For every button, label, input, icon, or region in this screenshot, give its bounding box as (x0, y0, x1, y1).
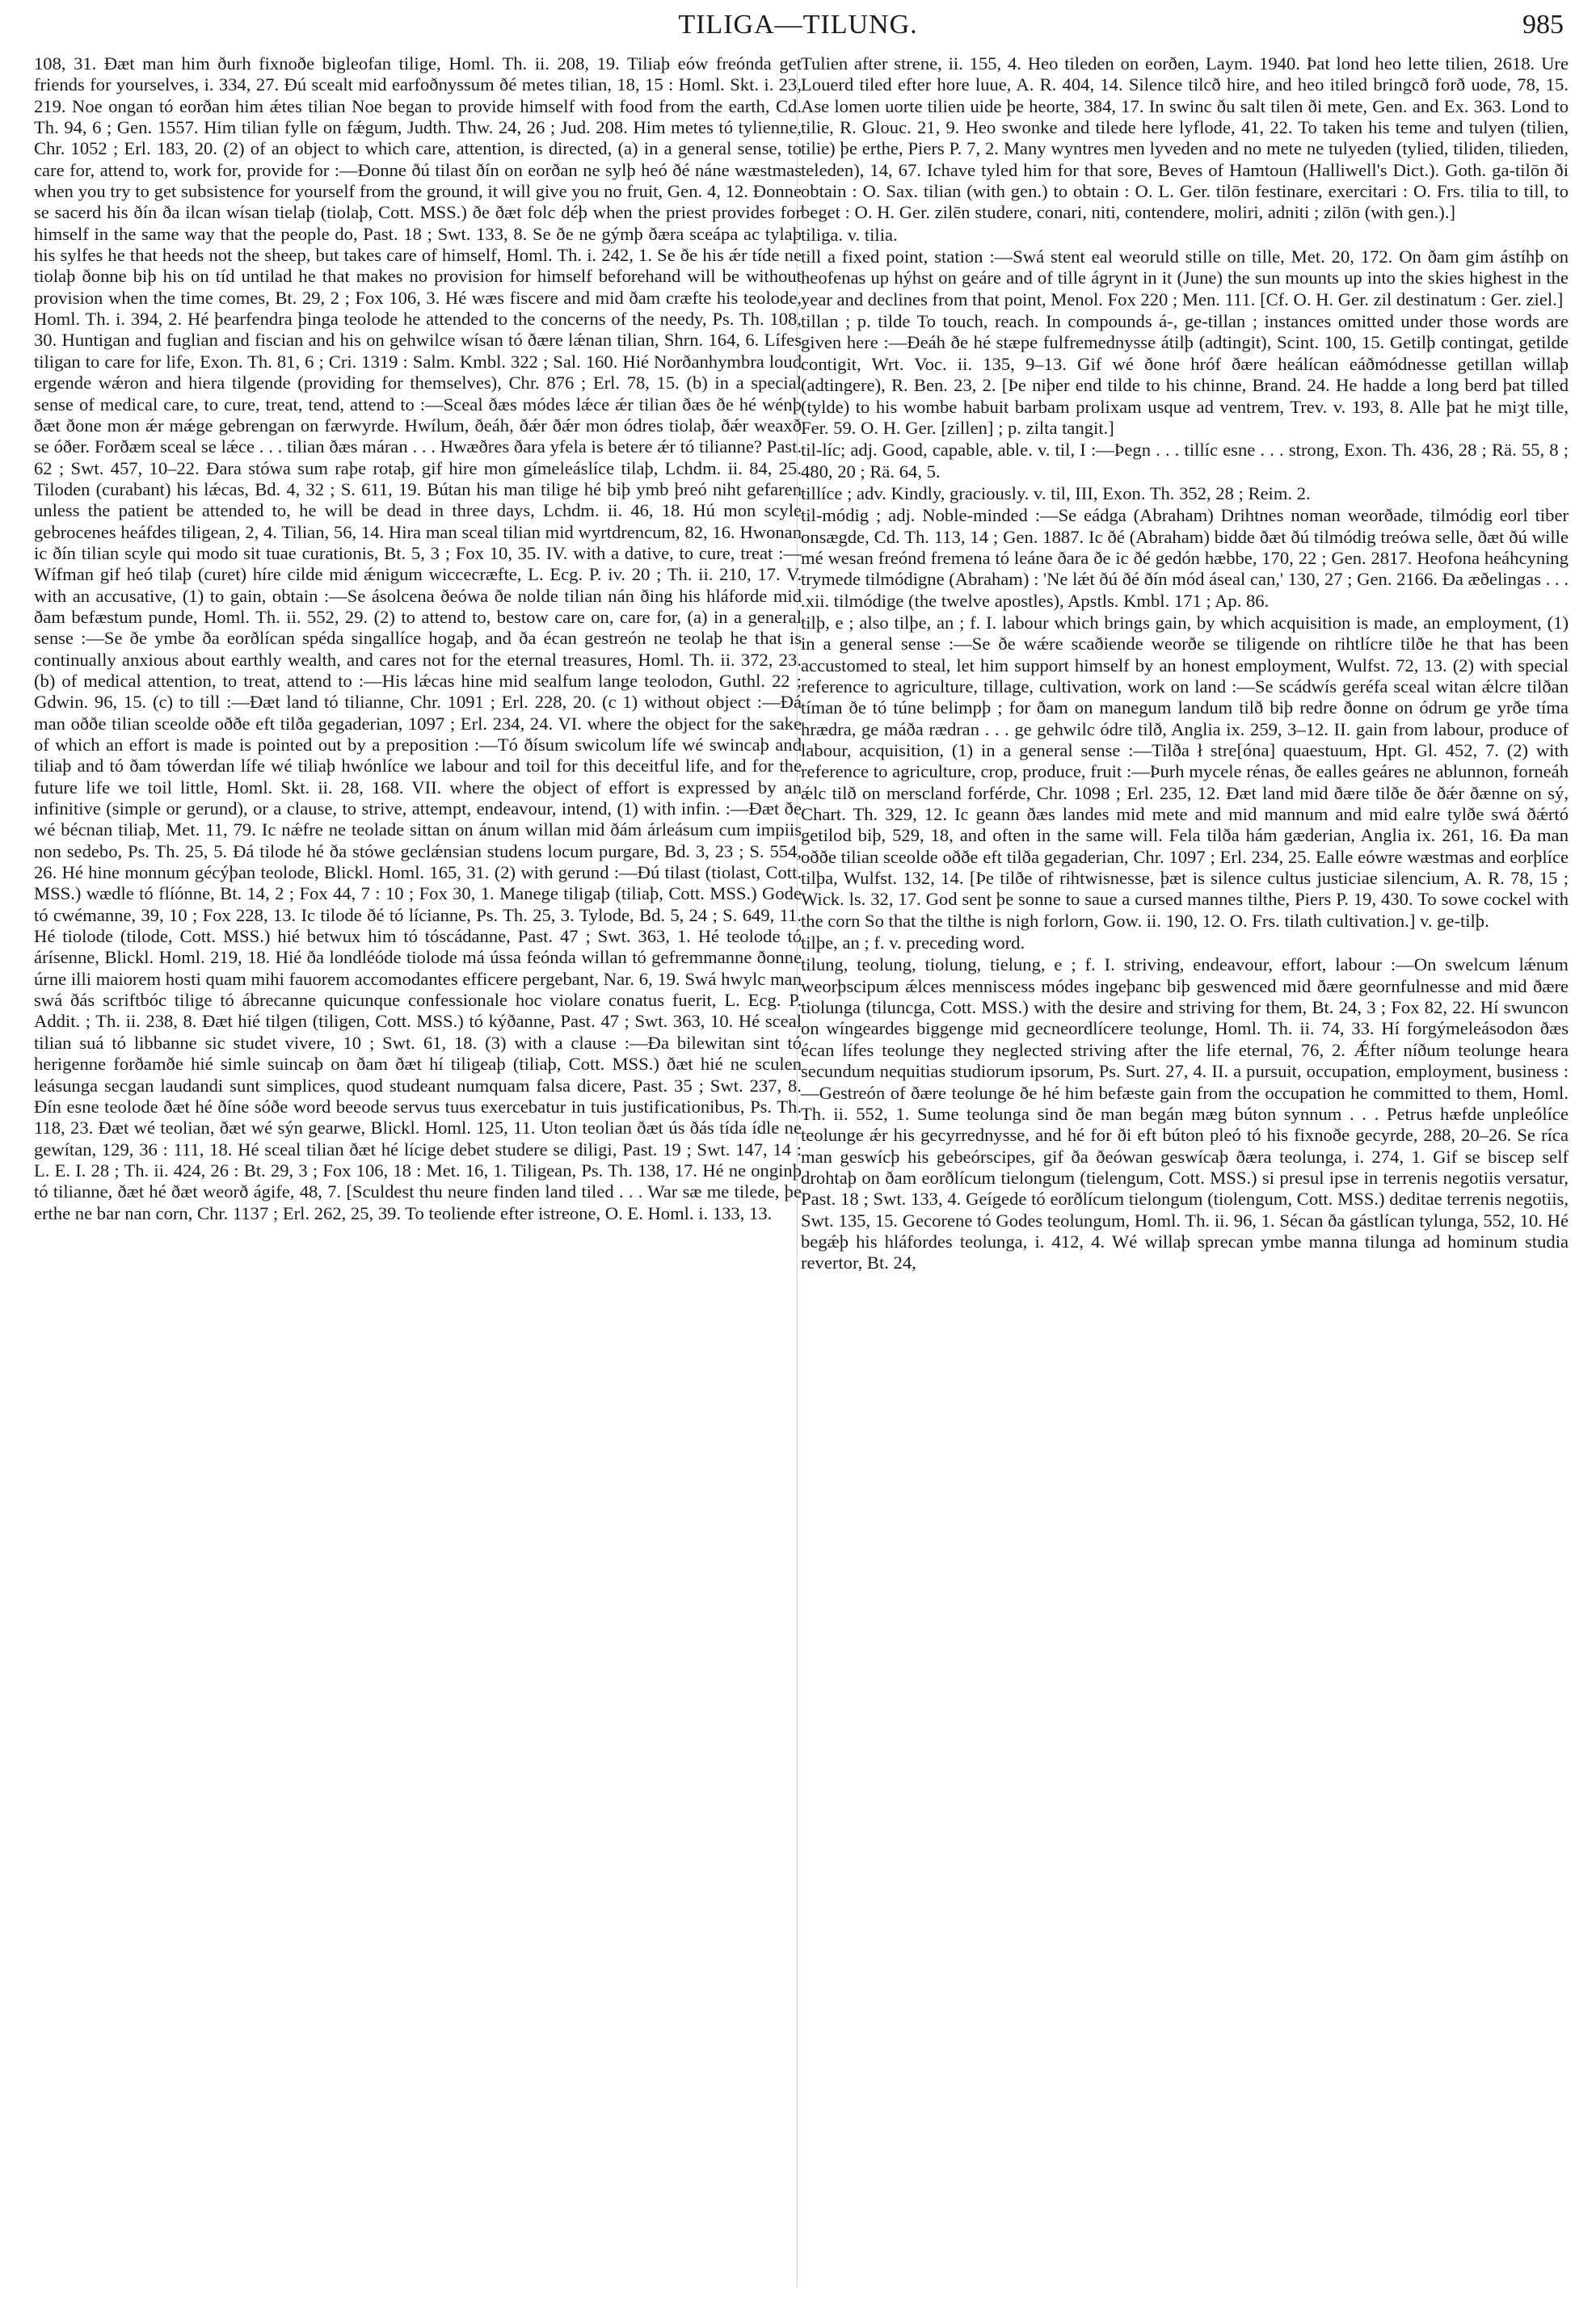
entry-tillan: tillan ; p. tilde To touch, reach. In compounds á-, ge-tillan ; instances omitted under those words are given here :—Ðeáh ðe hé stæpe fulfremednysse átilþ (adtingit), Scint. 100, 15. Getilþ contingat, getilde contigit, Wrt. Voc. ii. 135, 9–13. Gif wé ðone hróf ðære heálícan eáðmódnesse getillan willaþ (adtingere), R. Ben. 23, 2. [Þe niþer end tilde to his chinne, Brand. 24. He hadde a long berd þat tilled (tylde) to his wombe habuit barbam prolixam usque ad ventrem, Trev. v. 193, 8. Alle þat he miȝt tille, Fer. 59. O. H. Ger. [zillen] ; p. zilta tangit.] (801, 311, 1569, 438)
right-column (801, 53, 1569, 1274)
entry-til-modig: til-módig ; adj. Noble-minded :—Se eádga (Abraham) Drihtnes noman weorðade, tilmódig eorl tiber onsægde, Cd. Th. 113, 14 ; Gen. 1887. Ic ðé (Abraham) bidde ðæt ðú tilmódig treówa selle, ðæt ðú wille mé wesan freónd fremena tó leáne ðara ðe ic ðé gedón hæbbe, 170, 22 ; Gen. 2817. Heofona heáhcyning trymede tilmódigne (Abraham) : 'Ne lǽt ðú ðé ðín mód áseal can,' 130, 27 ; Gen. 2166. Ða æðelingas . . . .xii. tilmódige (the twelve apostles), Apstls. Kmbl. 171 ; Ap. 86. (801, 505, 1569, 611)
page-header (32, 10, 1564, 50)
entry-till: till a fixed point, station :—Swá stent eal weoruld stille on tille, Met. 20, 172. On ðam gim ástíhþ on heofenas up hýhst on geáre and of tille ágrynt in it (June) the sun mounts up into the skies highest in the year and declines from that point, Menol. Fox 220 ; Men. 111. [Cf. O. H. Ger. zil destinatum : Ger. ziel.] (801, 246, 1569, 309)
entry-tiliga: tiliga. v. tilia. (801, 224, 898, 245)
entry-til-lic: til-líc; adj. Good, capable, able. v. til, I :—Þegn . . . tillíc esne . . . strong, Exon. Th. 436, 28 ; Rä. 55, 8 ; 480, 20 ; Rä. 64, 5. (801, 440, 1569, 482)
entry-tilung: tilung, teolung, tiolung, tielung, e ; f. I. striving, endeavour, effort, labour :—On swelcum lǽnum weorþscipum ǽlces menniscess módes ingeþanc biþ geswenced mid ðære geornfulnesse and mid ðære tiolunga (tiluncga, Cott. MSS.) with the desire and striving for them, Bt. 24, 3 ; Fox 82, 22. Hí swuncon on wíngeardes biggenge mid gecneordlícere teolunge, Homl. Th. ii. 74, 33. Hí forgýmeleásodon ðæs écan lífes teolunge they neglected striving after the life eternal, 76, 2. Ǽfter níðum teolunge heara secundum nequitias studiorum ipsorum, Ps. Surt. 27, 4. II. a pursuit, occupation, employment, business :—Gestreón of ðære teolunge ðe hé him befæste gain from the occupation he committed to them, Homl. Th. ii. 552, 1. Sume teolunga sind ðe man begán mæg búton synnum . . . Petrus hæfde unpleólíce teolunge ǽr his gecyrrednysse, and hé for ði eft búton pleó tó his fixnoðe gecyrde, 288, 20–26. Se ríca man geswícþ his gebeórscipes, gif ða ðeówan geswícaþ ðæra teolunga, i. 274, 1. Gif se biscep self drohtaþ on ðam eorðlícum tielongum (tielengum, Cott. MSS.) si presul ipse in terrenis negotiis versatur, Past. 18 ; Swt. 133, 4. Geígede tó eorðlícum tielongum (tiolengum, Cott. MSS.) deditae terrenis negotiis, Swt. 135, 15. Gecorene tó Godes teolungum, Homl. Th. ii. 96, 1. Sécan ða gástlícan tylunga, 552, 10. Hé begǽþ his hláfordes teolunga, i. 412, 4. Wé willaþ sprecan ymbe manna tilunga ad hominum studia revertor, Bt. 24, (801, 954, 1569, 1273)
page-number: 985 (1522, 10, 1564, 40)
running-head: TILIGA—TILUNG. (678, 10, 918, 40)
left-column (34, 53, 802, 1224)
entry-paragraph: 108, 31. Ðæt man him ðurh fixnoðe bigleofan tilige, Homl. Th. ii. 208, 19. Tiliaþ eów freónda get friends for yourselves, i. 334, 27. Ðú scealt mid earfoðnyssum ðé metes tilian, 18, 15 : Homl. Skt. i. 23, 219. Noe ongan tó eorðan him ǽtes tilian Noe began to provide himself with food from the earth, Cd. Th. 94, 6 ; Gen. 1557. Him tilian fylle on fǽgum, Judth. Thw. 24, 26 ; Jud. 208. Him metes tó tylienne, Chr. 1052 ; Erl. 183, 20. (2) of an object to which care, attention, is directed, (a) in a general sense, to care for, attend to, work for, provide for :—Ðonne ðú tilast ðín on eorðan ne sylþ heó ðé náne wæstmas when you try to get subsistence for yourself from the ground, it will give you no fruit, Gen. 4, 12. Ðonne se sacerd his ðín ða ilcan wísan tielaþ (tiolaþ, Cott. MSS.) ðe ðæt folc déþ when the priest provides for himself in the same way that the people do, Past. 18 ; Swt. 133, 8. Se ðe ne gýmþ ðæra sceápa ac tylaþ his sylfes he that heeds not the sheep, but takes care of himself, Homl. Th. i. 242, 1. Se ðe his ǽr tíde ne tiolaþ ðonne biþ his on tíd untilad he that makes no provision for himself beforehand will be without provision when the time comes, Bt. 29, 2 ; Fox 106, 3. Hé wæs fiscere and mid ðam cræfte his teolode, Homl. Th. i. 394, 2. Hé þearfendra þinga teolode he attended to the concerns of the needy, Ps. Th. 108, 30. Huntigan and fuglian and fiscian and his on gehwilce wísan tó ðære lǽnan tilian, Shrn. 164, 6. Lífes tiligan to care for life, Exon. Th. 81, 6 ; Cri. 1319 : Salm. Kmbl. 322 ; Sal. 160. Hié Norðanhymbra loud ergende wǽron and hiera tilgende (providing for themselves), Chr. 876 ; Erl. 78, 15. (b) in a special sense of medical care, to cure, treat, tend, attend to :—Sceal ðæs módes lǽce ǽr tilian ðæs ðe hé wénþ ðæt ðone mon ǽr mǽge gebrengan on færwyrde. Hwílum, ðeáh, ðǽr ðǽr mon ódres tiolaþ, ðǽr weaxð se óðer. Forðæm sceal se lǽce . . . tilian ðæs máran . . . Hwæðres ðara yfela is betere ǽr tó tilianne? Past. 62 ; Swt. 457, 10–22. Ðara stówa sum raþe rotaþ, gif hire mon gímeleáslíce tilaþ, Lchdm. ii. 84, 25. Tiloden (curabant) his lǽcas, Bd. 4, 32 ; S. 611, 19. Bútan his man tilige hé biþ ymb þreó niht gefaren unless the patient be attended to, he will be dead in three days, Lchdm. ii. 46, 18. Hú mon scyle gebrocenes heáfdes tiligean, 2, 4. Tilian, 56, 14. Hira man sceal tilian mid wyrtdrencum, 82, 16. Hwonan ic ðín tilian scyle qui modo sit tuae curationis, Bt. 5, 3 ; Fox 10, 35. IV. with a dative, to cure, treat :—Wífman gif heó tilaþ (curet) híre cilde mid ǽnigum wiccecræfte, L. Ecg. P. iv. 20 ; Th. ii. 210, 17. V. with an accusative, (1) to gain, obtain :—Se ásolcena ðeówa ðe nolde tilian nán ðing his hláforde mid ðam befæstum punde, Homl. Th. ii. 552, 29. (2) to attend to, bestow care on, care for, (a) in a general sense :—Se ðe ymbe ða eorðlícan spéda singallíce hogaþ, and ða écan gestreón ne teolaþ he that is continually anxious about earthly wealth, and cares not for the eternal treasures, Homl. Th. ii. 372, 23. (b) of medical attention, to treat, attend to :—His lǽcas hine mid sealfum lange teolodon, Guthl. 22 ; Gdwin. 96, 15. (c) to till :—Ðæt land tó tilianne, Chr. 1091 ; Erl. 228, 20. (c 1) without object :—Ðá man oððe tilian sceolde oððe eft tilða gegaderian, 1097 ; Erl. 234, 24. VI. where the object for the sake of which an effort is made is pointed out by a preposition :—Tó ðísum swicolum lífe wé swincaþ and tiliaþ and tó ðam tówerdan lífe wé tiliaþ hwónlíce we labour and toil for this deceitful life, and for the future life we toil little, Homl. Skt. ii. 28, 168. VII. where the object of effort is expressed by an infinitive (simple or gerund), or a clause, to strive, attempt, endeavour, intend, (1) with infin. :—Ðæt ðe wé bécnan tiliaþ, Met. 11, 79. Ic nǽfre ne teolade sittan on ánum willan mid ðám árleásum cum impiis non sedebo, Ps. Th. 25, 5. Ðá tilode hé ða stówe geclǽnsian studens locum purgare, Bd. 3, 23 ; S. 554, 26. Hé hine monnum gécýþan teolode, Blickl. Homl. 165, 31. (2) with gerund :—Ðú tilast (tiolast, Cott. MSS.) wædle tó flíónne, Bt. 14, 2 ; Fox 44, 7 : 10 ; Fox 30, 1. Manege tiligaþ (tiliaþ, Cott. MSS.) Gode tó cwémanne, 39, 10 ; Fox 228, 13. Ic tilode ðé tó lícianne, Ps. Th. 25, 3. Tylode, Bd. 5, 24 ; S. 649, 11. Hé tiolode (tilode, Cott. MSS.) hié betwux him tó tóscádanne, Past. 47 ; Swt. 363, 1. Hé teolode tó árísenne, Blickl. Homl. 219, 18. Hié ða londléóde tiolode má ússa feónda willan tó gefremmanne ðonne úrne illi maiorem hosti quam mihi fauorem accomodantes efficere pergebant, Nar. 6, 19. Swá hwylc man swá ðás scriftbóc tilige tó ábrecanne quicunque confessionale hoc violare conatus fuerit, L. Ecg. P. Addit. ; Th. ii. 238, 8. Ðæt hié tilgen (tiligen, Cott. MSS.) tó kýðanne, Past. 47 ; Swt. 363, 10. Hé sceal tilian suá tó libbanne sic studet vivere, 10 ; Swt. 61, 18. (3) with a clause :—Ða bilewitan sint tó herigenne forðamðe hié simle suincaþ on ðam ðæt hí tiligeaþ (tiliaþ, Cott. MSS.) ðæt hié ne sculen leásunga secgan laudandi sunt simplices, quod studeant numquam falsa dicere, Past. 35 ; Swt. 237, 8. Ðín esne teolode ðæt hé ðíne sóðe word beeode servus tuus exercebatur in tuis justificationibus, Ps. Th. 118, 23. Ðæt wé teolian, ðæt wé sýn gearwe, Blickl. Homl. 125, 11. Uton teolian ðæt ús ðás tída ídle ne gewítan, 129, 36 : 111, 18. Hé sceal tilian ðæt hé lícige debet studere se diligi, Past. 19 ; Swt. 147, 14 : L. E. I. 28 ; Th. ii. 424, 26 : Bt. 29, 3 ; Fox 106, 18 : Met. 16, 1. Tiligean, Ps. Th. 138, 17. Hé ne onginþ tó tilianne, ðæt hé ðæt weorð ágife, 48, 7. [Sculdest thu neure finden land tiled . . . War sæ me tilede, þe erthe ne bar nan corn, Chr. 1137 ; Erl. 262, 25, 39. To teoliende efter istreone, O. E. Homl. i. 133, 13. (34, 53, 802, 1223)
entry-tilthe: tilþe, an ; f. v. preceding word. (801, 932, 1025, 953)
entry-paragraph: Tulien after strene, ii. 155, 4. Heo tileden on eorðen, Laym. 1940. Þat lond heo lette tilien, 2618. Ure Louerd tiled efter hore luue, A. R. 404, 14. Silence tilcð hire, and heo itiled bringcð forð uode, 78, 15. Ase lomen uorte tilien uide þe heorte, 384, 17. In swinc ðu salt tilen ði mete, Gen. and Ex. 363. Lond to tilie, R. Glouc. 21, 9. Heo swonke and tilede here lyflode, 41, 22. To taken his teme and tulyen (tilien, tilie) þe erthe, Piers P. 7, 2. Many wyntres men lyveden and no mete ne tulyeden (tylied, tiliden, tilieden, teleden), 14, 67. Ichave tyled him for that sore, Beves of Hamtoun (Halliwell's Dict.). Goth. ga-tilōn ði obtain : O. Sax. tilian (with gen.) to obtain : O. L. Ger. tilōn festinare, exercitari : O. Frs. tilia to till, to beget : O. H. Ger. zilēn studere, conari, niti, contendere, moliri, adniti ; zilōn (with gen.).] (801, 53, 1569, 223)
entry-tillice: tillíce ; adv. Kindly, graciously. v. til, III, Exon. Th. 352, 28 ; Reim. 2. (801, 482, 1311, 503)
entry-tilth: tilþ, e ; also tilþe, an ; f. I. labour which brings gain, by which acquisition is made, an employment, (1) in a general sense :—Se ðe wǽre scaðiende weorðe se tiligende on rihtlícre tilðe he that has been accustomed to steal, let him support himself by an honest employment, Wulfst. 72, 13. (2) with special reference to agriculture, tillage, cultivation, work on land :—Se scádwís geréfa sceal witan ǽlcre tilðan tíman ðe tó túne belimpþ ; for ðam on manegum landum tilð biþ redre ðonne on ódrum ge yrðe tíma hrædra, ge máða rædran . . . ge gehwilc ódre tilð, Anglia ix. 259, 3–12. II. gain from labour, produce of labour, acquisition, (1) in a general sense :—Tilða ł stre[óna] quaestuum, Hpt. Gl. 452, 7. (2) with reference to agriculture, crop, produce, fruit :—Þurh mycele rénas, ðe ealles geáres ne ablunnon, forneáh ǽlc tilð on merscland forférde, Chr. 1098 ; Erl. 235, 12. Ðæt land mid ðære tilðe ðe ðǽr ðænne on sý, Chart. Th. 329, 12. Ic geann ðæs landes mid mete and mid mannum and mid ealre tylðe swá ðǽrtó getilod biþ, 529, 18, and often in the same will. Fela tilða hám gæderian, Anglia ix. 261, 16. Ða man oððe tilian sceolde oððe eft tilða gegaderian, Chr. 1097 ; Erl. 234, 25. Ealle eówre wæstmas and eorþlíce tilþa, Wulfst. 132, 14. [Þe tilðe of rihtwisnesse, þæt is silence cultus justiciae silencium, A. R. 78, 15 ; Wick. ls. 32, 17. God sent þe sonne to saue a cursed mannes tilthe, Piers P. 19, 430. To sowe cockel with the corn So that the tilthe is nigh forlorn, Gow. ii. 190, 12. O. Frs. tilath cultivation.] v. ge-tilþ. (801, 612, 1569, 931)
